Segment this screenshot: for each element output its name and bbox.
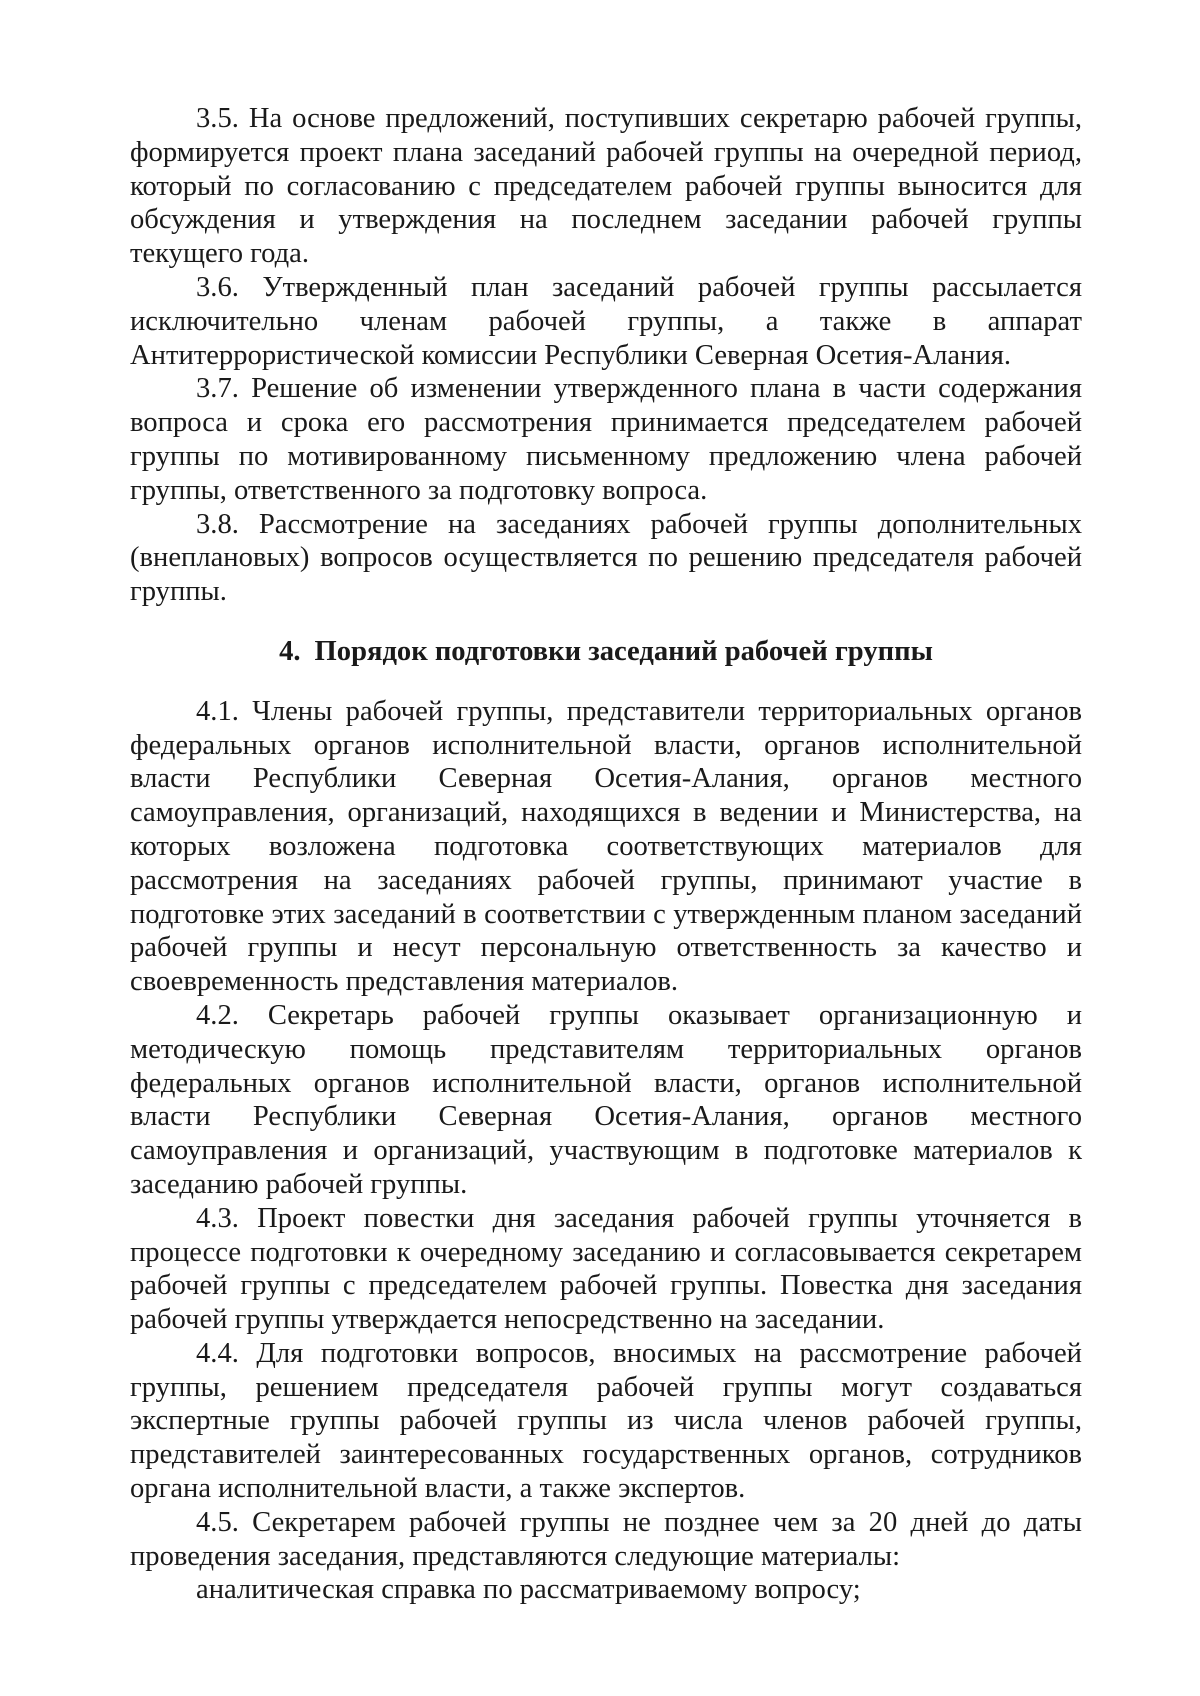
section-4-number: 4. [279, 635, 301, 667]
paragraph-4-3: 4.3. Проект повестки дня заседания рабочей группы уточняется в процессе подготовки к очередному заседанию и согласовывается секретарем рабочей группы с председателем рабочей группы. Повестка дня заседания рабочей группы утверждается непосредственно на заседании. [130, 1202, 1082, 1336]
paragraph-3-8: 3.8. Рассмотрение на заседаниях рабочей группы дополнительных (внеплановых) вопросов осуществляется по решению председателя рабочей группы. [130, 508, 1082, 608]
paragraph-4-4: 4.4. Для подготовки вопросов, вносимых на рассмотрение рабочей группы, решением председателя рабочей группы могут создаваться экспертные группы рабочей группы из числа членов рабочей группы, представителей заинтересованных государственных органов, сотрудников органа исполнительной власти, а также экспертов. [130, 1337, 1082, 1505]
section-4-heading [130, 635, 1082, 669]
paragraph-4-1: 4.1. Члены рабочей группы, представители территориальных органов федеральных органов исполнительной власти, органов исполнительной власти Республики Северная Осетия-Алания, органов местного самоуправления, организаций, находящихся в ведении и Министерства, на которых возложена подготовка соответствующих материалов для рассмотрения на заседаниях рабочей группы, принимают участие в подготовке этих заседаний в соответствии с утвержденным планом заседаний рабочей группы и несут персональную ответственность за качество и своевременность представления материалов. [130, 695, 1082, 998]
paragraph-3-5: 3.5. На основе предложений, поступивших секретарю рабочей группы, формируется проект плана заседаний рабочей группы на очередной период, который по согласованию с председателем рабочей группы выносится для обсуждения и утверждения на последнем заседании рабочей группы текущего года. [130, 103, 1082, 270]
paragraph-4-5: 4.5. Секретарем рабочей группы не позднее чем за 20 дней до даты проведения заседания, представляются следующие материалы: [130, 1506, 1082, 1572]
paragraph-3-7: 3.7. Решение об изменении утвержденного плана в части содержания вопроса и срока его рассмотрения принимается председателем рабочей группы по мотивированному письменному предложению члена рабочей группы, ответственного за подготовку вопроса. [130, 373, 1082, 506]
paragraph-3-6: 3.6. Утвержденный план заседаний рабочей группы рассылается исключительно членам рабочей группы, а также в аппарат Антитеррористической комиссии Республики Северная Осетия-Алания. [130, 271, 1082, 371]
section-4-title: Порядок подготовки заседаний рабочей группы [314, 635, 933, 667]
paragraph-4-2: 4.2. Секретарь рабочей группы оказывает организационную и методическую помощь представителям территориальных органов федеральных органов исполнительной власти, органов исполнительной власти Республики Северная Осетия-Алания, органов местного самоуправления и организаций, участвующим в подготовке материалов к заседанию рабочей группы. [130, 999, 1082, 1200]
document-body [130, 102, 1082, 1607]
list-item-analytical-report: аналитическая справка по рассматриваемому вопросу; [196, 1574, 861, 1606]
